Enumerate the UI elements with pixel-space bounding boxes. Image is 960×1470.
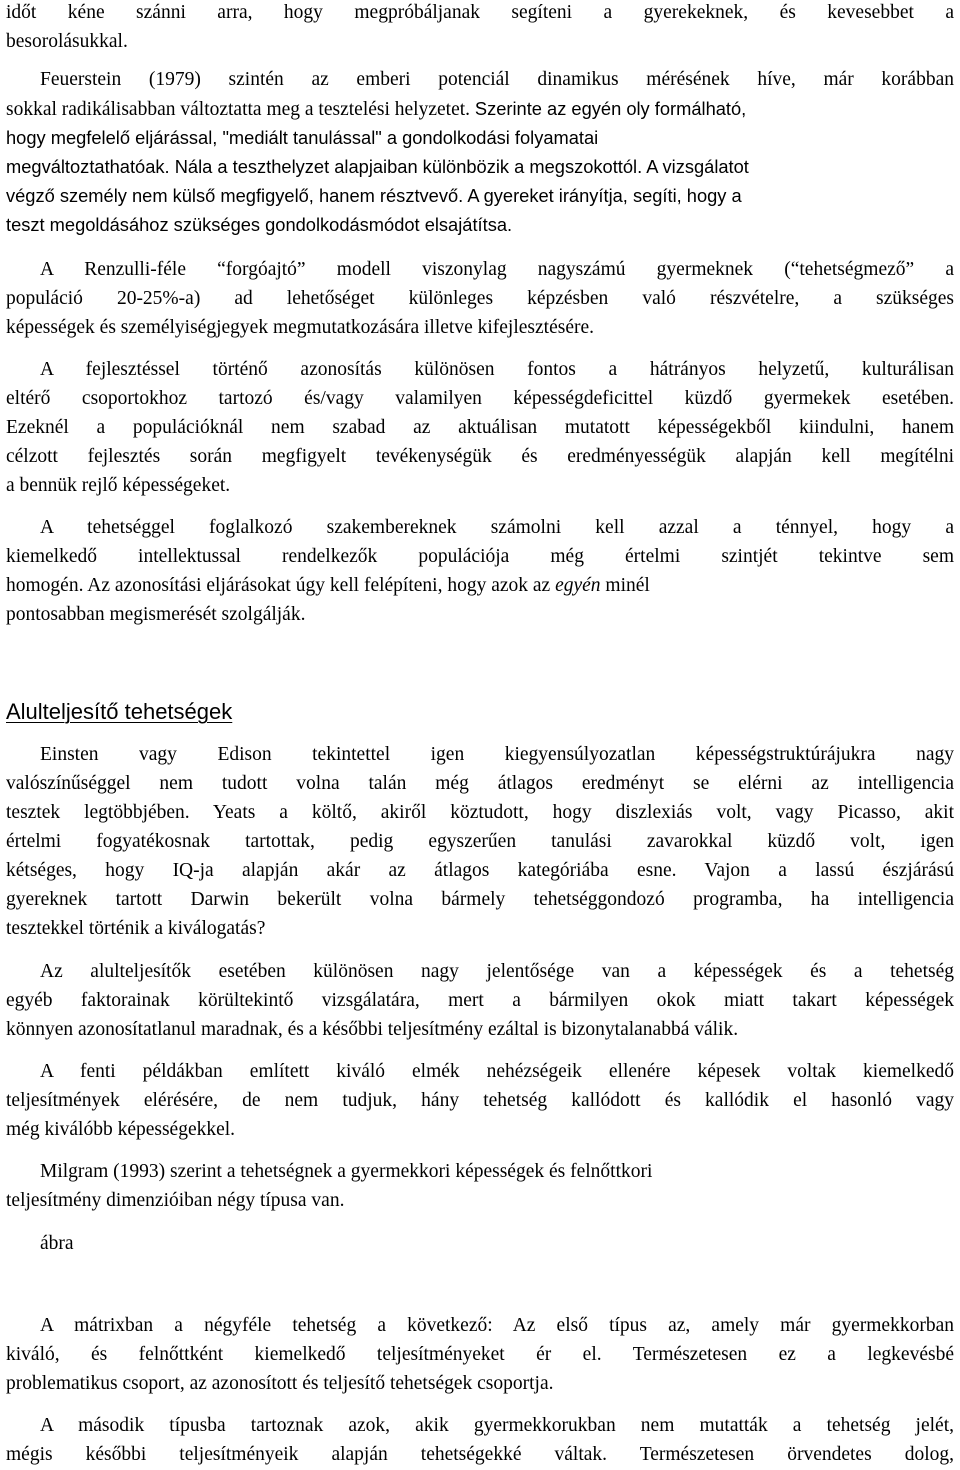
- paragraph-line: kétséges, hogy IQ-ja alapján akár az átlagos kategóriába esne. Vajon a lassú észjárású: [6, 860, 954, 881]
- paragraph-line: [6, 94, 746, 124]
- section-heading: Alulteljesítő tehetségek: [6, 699, 233, 724]
- text-serif: minél: [600, 575, 650, 596]
- figure-placeholder-label: ábra: [40, 1233, 74, 1254]
- paragraph-line: pontosabban megismerését szolgálják.: [6, 604, 306, 625]
- text-serif: sokkal radikálisabban változtatta meg a tesztelési helyzetet.: [6, 99, 471, 120]
- text-sans: A gyereket irányítja, segíti, hogy a: [467, 185, 742, 206]
- paragraph-line: Feuerstein (1979) szintén az emberi potenciál dinamikus mérésének híve, már korábban: [40, 69, 954, 90]
- italic-word: egyén: [555, 575, 601, 596]
- paragraph-line: valószínűséggel nem tudott volna talán még átlagos eredményt se elérni az intelligencia: [6, 773, 954, 794]
- paragraph-line: A Renzulli-féle “forgóajtó” modell viszonylag nagyszámú gyermeknek (“tehetségmező” a: [40, 259, 954, 280]
- text-sans: megváltoztathatóak.: [6, 156, 170, 177]
- paragraph-line: tesztek legtöbbjében. Yeats a költő, akiről köztudott, hogy diszlexiás volt, vagy Picasso, akit: [6, 802, 954, 823]
- text-sans: végző személy nem külső megfigyelő, hanem résztvevő.: [6, 185, 464, 206]
- paragraph-line: [6, 152, 749, 181]
- paragraph-line: A fejlesztéssel történő azonosítás különösen fontos a hátrányos helyzetű, kulturálisan: [40, 359, 954, 380]
- paragraph-line: teljesítmények elérésére, de nem tudjuk, hány tehetség kallódott és kallódik el hasonló vagy: [6, 1090, 954, 1111]
- paragraph-line: teszt megoldásához szükséges gondolkodásmódot elsajátítsa.: [6, 214, 513, 235]
- text-sans: Nála a teszthelyzet alapjaiban különbözik a megszokottól. A vizsgálatot: [174, 156, 749, 177]
- paragraph-line: Milgram (1993) szerint a tehetségnek a gyermekkori képességek és felnőttkori: [40, 1161, 653, 1182]
- paragraph-line: kiemelkedő intellektussal rendelkezők populációja még értelmi szintjét tekintve sem: [6, 546, 954, 567]
- paragraph-line: Ezeknél a populációknál nem szabad az aktuálisan mutatott képességekből kiindulni, hanem: [6, 417, 954, 438]
- paragraph-line: A tehetséggel foglalkozó szakembereknek számolni kell azzal a ténnyel, hogy a: [40, 517, 954, 538]
- paragraph-line: értelmi fogyatékosnak tartottak, pedig egyszerűen tanulási zavarokkal küzdő volt, igen: [6, 831, 954, 852]
- paragraph-line: populáció 20-25%-a) ad lehetőséget különleges képzésben való részvételre, a szükséges: [6, 288, 954, 309]
- paragraph-line: kiváló, és felnőttként kiemelkedő teljesítményeket ér el. Természetesen ez a legkevésbé: [6, 1344, 954, 1365]
- paragraph-line: teljesítmény dimenzióiban négy típusa van.: [6, 1190, 345, 1211]
- paragraph-line: A második típusba tartoznak azok, akik gyermekkorukban nem mutatták a tehetség jelét,: [40, 1415, 954, 1436]
- paragraph-line: képességek és személyiségjegyek megmutatkozására illetve kifejlesztésére.: [6, 317, 594, 338]
- paragraph-line: besorolásukkal.: [6, 31, 128, 52]
- paragraph-line: időt kéne szánni arra, hogy megpróbáljanak segíteni a gyerekeknek, és kevesebbet a: [6, 2, 954, 23]
- paragraph-line: célzott fejlesztés során megfigyelt tevékenységük és eredményességük alapján kell megítélni: [6, 446, 954, 467]
- paragraph-line: hogy megfelelő eljárással, "mediált tanulással" a gondolkodási folyamatai: [6, 127, 599, 148]
- paragraph-line: [6, 181, 742, 210]
- paragraph-line: [6, 571, 650, 600]
- paragraph-line: gyereknek tartott Darwin bekerült volna bármely tehetséggondozó programba, ha intelligencia: [6, 889, 954, 910]
- paragraph-line: A mátrixban a négyféle tehetség a következő: Az első típus az, amely már gyermekkorban: [40, 1315, 954, 1336]
- paragraph-line: tesztekkel történik a kiválogatás?: [6, 918, 266, 939]
- paragraph-line: mégis későbbi teljesítményeik alapján tehetségekké váltak. Természetesen örvendetes dolog,: [6, 1444, 954, 1465]
- paragraph-line: eltérő csoportokhoz tartozó és/vagy valamilyen képességdeficittel küzdő gyermekek esetében.: [6, 388, 954, 409]
- paragraph-line: Az alulteljesítők esetében különösen nagy jelentősége van a képességek és a tehetség: [40, 961, 954, 982]
- text-serif: homogén. Az azonosítási eljárásokat úgy kell felépíteni, hogy azok az: [6, 575, 551, 596]
- paragraph-line: A fenti példákban említett kiváló elmék nehézségeik ellenére képesek voltak kiemelkedő: [40, 1061, 954, 1082]
- paragraph-line: könnyen azonosítatlanul maradnak, és a későbbi teljesítmény ezáltal is bizonytalanabbá válik.: [6, 1019, 739, 1040]
- text-sans: Szerinte az egyén oly formálható,: [474, 98, 747, 119]
- paragraph-line: még kiválóbb képességekkel.: [6, 1119, 236, 1140]
- paragraph-line: egyéb faktorainak körültekintő vizsgálatára, mert a bármilyen okok miatt takart képességek: [6, 990, 954, 1011]
- paragraph-line: a bennük rejlő képességeket.: [6, 475, 231, 496]
- paragraph-line: problematikus csoport, az azonosított és teljesítő tehetségek csoportja.: [6, 1373, 554, 1394]
- paragraph-line: Einsten vagy Edison tekintettel igen kiegyensúlyozatlan képességstruktúrájukra nagy: [40, 744, 954, 765]
